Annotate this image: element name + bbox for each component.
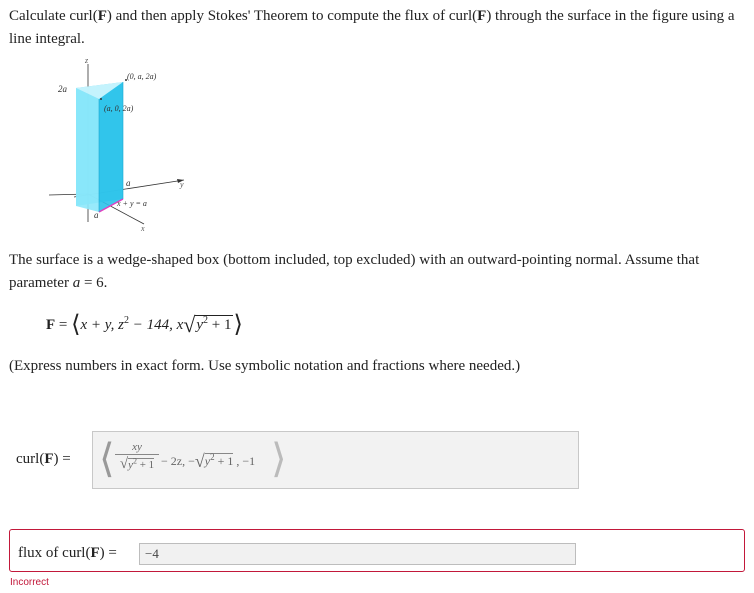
flux-label-prefix: flux of curl( [18,545,91,561]
curl-sqrt-var: y [204,454,211,468]
flux-panel [9,529,745,572]
curl-open-bracket: ⟨ [99,436,115,481]
feedback-incorrect: Incorrect [10,577,49,588]
field-equation [46,310,243,342]
field-close-bracket: ⟩ [233,312,243,338]
express-note: (Express numbers in exact form. Use symbolic notation and fractions where needed.) [9,358,521,374]
point-marker-front [100,98,102,100]
curl-end: , −1 [233,454,256,468]
curl-answer-input[interactable] [92,431,579,489]
curl-frac-den-var: y [128,459,133,471]
field-sqrt-var: y [196,317,203,333]
curl-sqrt-tail: + 1 [214,454,234,468]
curl-sqrt-sign: √ [194,451,205,471]
curl-middle: − 2z, − [161,454,195,468]
flux-label [18,545,117,562]
z-tick-label: 2a [58,84,67,94]
surface-line1: The surface is a wedge-shaped box (bottom included, top excluded) with an outward-pointing normal. Assume that [9,252,700,268]
line-label: x + y = a [117,199,147,208]
x-axis-label: x [141,224,145,233]
field-equals: = [55,317,72,333]
field-sqrt-sign: √ [183,312,196,337]
curl-frac-den [115,455,159,473]
question-F2: F [477,8,487,24]
curl-fraction [115,441,159,473]
curl-sqrt-radicand [205,453,234,468]
curl-label-F: F [44,451,54,467]
point-label-back: (0, a, 2a) [127,72,157,81]
curl-label-prefix: curl( [16,451,45,467]
curl-label [16,451,71,468]
curl-label-suffix: ) = [53,451,71,467]
x-tick-label: a [94,210,99,220]
question-mid: ) and then apply Stokes' Theorem to compute the flux of curl( [106,8,478,24]
curl-frac-den-exp: 2 [132,456,137,466]
flux-label-F: F [90,545,100,561]
point-label-front: (a, 0, 2a) [104,104,134,113]
y-tick-label: a [126,178,131,188]
curl-rest [161,451,255,472]
flux-answer-input[interactable]: −4 [139,543,576,565]
field-comp1-exp: 2 [123,315,129,326]
z-axis-label: z [85,56,89,65]
curl-frac-num: xy [115,441,159,455]
y-axis-label: y [180,180,184,189]
field-sqrt-tail: + 1 [208,317,232,333]
curl-frac-sqrt-sign: √ [119,456,129,472]
field-comp2: − 144, x [128,317,184,333]
surface-line2 [9,272,744,295]
question-F1: F [97,8,107,24]
curl-sqrt-exp: 2 [210,452,215,462]
surface-line2-suffix: = 6. [80,275,108,291]
wedge-figure [44,52,194,237]
field-sqrt-radicand [195,315,233,333]
field-comp1: x + y, z [80,317,124,333]
question-suffix: ) through the surface in the figure using a line integral. [9,8,735,47]
field-sqrt-exp: 2 [203,315,208,326]
field-F: F [46,317,56,333]
curl-frac-den-radicand [128,458,154,471]
surface-param: a [72,275,81,291]
curl-frac-den-tail: + 1 [136,459,155,471]
surface-description [9,249,744,295]
flux-label-suffix: ) = [99,545,117,561]
question-text [9,5,744,51]
question-prefix: Calculate curl( [9,8,98,24]
slant-face [99,82,123,212]
surface-line2-prefix: parameter [9,275,73,291]
field-open-bracket: ⟨ [71,312,81,338]
side-face [76,88,99,212]
curl-close-bracket: ⟩ [271,436,287,481]
